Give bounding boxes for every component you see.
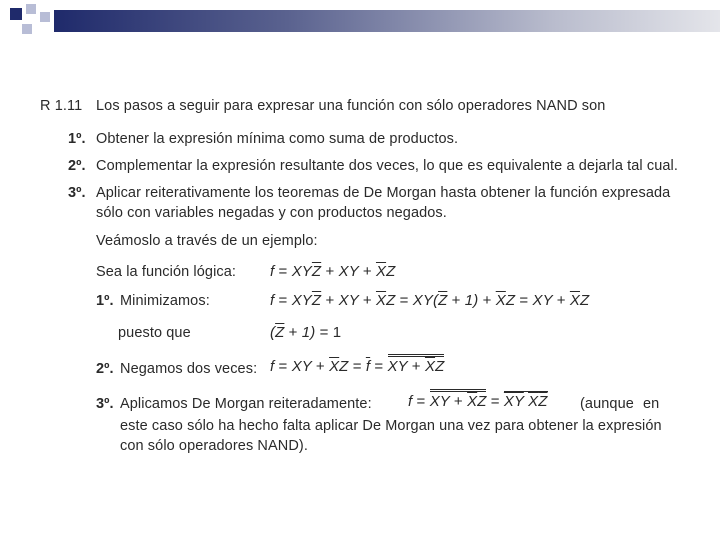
example-step-3-continuation-2: con sólo operadores NAND).	[120, 438, 308, 454]
example-step-3-number: 3º.	[96, 396, 114, 412]
minimized-equation: $f = XY\overline{Z}$ + XY + $\overline{X}Z = XY(\overline{Z} + 1) + \overline{X}Z$ = XY + $\overline{X}Z$	[270, 292, 590, 309]
step-2-number: 2º.	[68, 158, 86, 174]
header-square-3	[40, 12, 50, 22]
intro-text: Los pasos a seguir para expresar una función con sólo operadores NAND son	[96, 98, 606, 114]
header-square-4	[22, 24, 32, 34]
example-step-2-number: 2º.	[96, 361, 114, 377]
double-negation-equation: f = XY + $\overline{X}Z = \overline{f}$ = XY + $\overline{X}Z$	[270, 358, 444, 375]
de-morgan-equation: f = XY + $\overline{X}Z = \overline{XY}$ XZ	[408, 393, 548, 410]
example-step-3-label: Aplicamos De Morgan reiteradamente:	[120, 396, 372, 412]
header-square-1	[10, 8, 22, 20]
step-3-number: 3º.	[68, 185, 86, 201]
step-1-text: Obtener la expresión mínima como suma de productos.	[96, 131, 459, 147]
step-2-text: Complementar la expresión resultante dos veces, lo que es equivalente a dejarla tal cual.	[96, 158, 678, 174]
header-bar	[54, 10, 720, 32]
example-intro: Veámoslo a través de un ejemplo:	[96, 233, 318, 249]
example-step-1-number: 1º.	[96, 293, 114, 309]
step-3-text-line1: Aplicar reiterativamente los teoremas de De Morgan hasta obtener la función expresada	[96, 185, 671, 201]
step-1-number: 1º.	[68, 131, 86, 147]
example-step-3-continuation-1: este caso sólo ha hecho falta aplicar De Morgan una vez para obtener la expresión	[120, 418, 662, 434]
function-equation: $f = XY\overline{Z}$ + XY + $\overline{X}Z$	[270, 263, 396, 280]
example-step-3-note-a: (aunque	[580, 396, 634, 412]
example-step-3-note-b: en	[643, 396, 660, 412]
problem-label: R 1.11	[40, 98, 83, 114]
since-label: puesto que	[118, 325, 191, 341]
since-equation: $(\overline{Z} + 1) = 1$	[270, 324, 342, 341]
step-3-text-line2: sólo con variables negadas y con productos negados.	[96, 205, 447, 221]
example-step-1-label: Minimizamos:	[120, 293, 210, 309]
function-label: Sea la función lógica:	[96, 264, 237, 280]
example-step-2-label: Negamos dos veces:	[120, 361, 258, 377]
header-square-2	[26, 4, 36, 14]
